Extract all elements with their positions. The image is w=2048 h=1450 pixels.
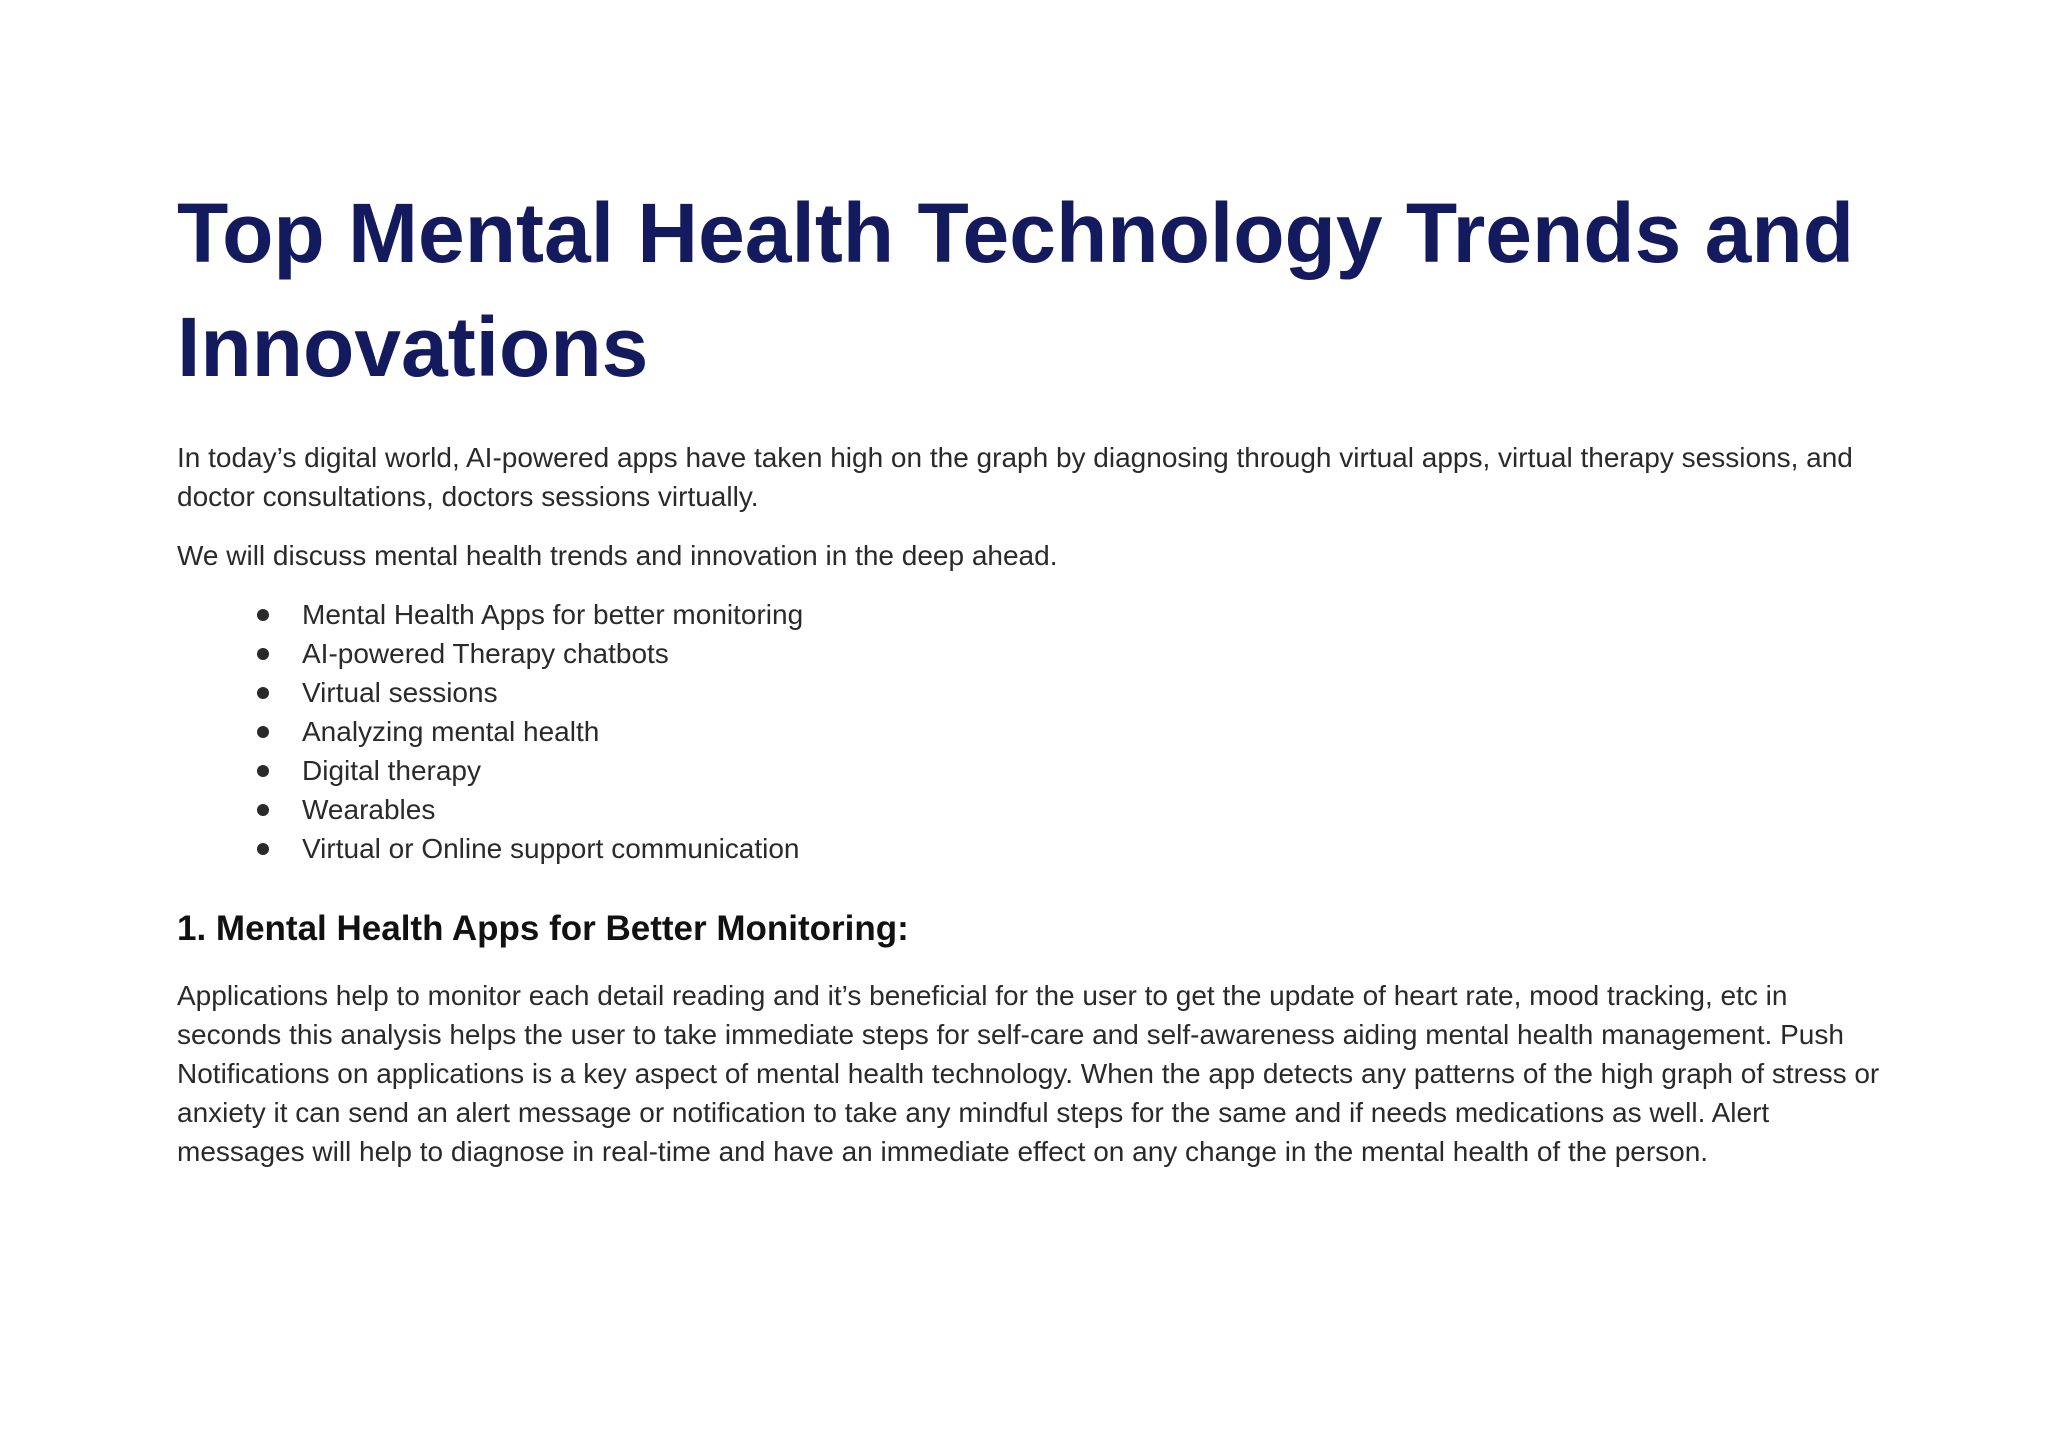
document-title: Top Mental Health Technology Trends and Innovations bbox=[177, 186, 1855, 394]
bullet-text: AI-powered Therapy chatbots bbox=[302, 638, 669, 669]
bullet-dot-icon bbox=[257, 687, 269, 699]
bullet-dot-icon bbox=[257, 843, 269, 855]
intro-paragraph-2: We will discuss mental health trends and innovation in the deep ahead. bbox=[177, 540, 1058, 571]
bullet-item bbox=[257, 634, 1897, 673]
bullet-dot-icon bbox=[257, 726, 269, 738]
bullet-item bbox=[257, 829, 1897, 868]
bullet-dot-icon bbox=[257, 765, 269, 777]
intro-paragraph: In today’s digital world, AI-powered apps have taken high on the graph by diagnosing through virtual apps, virtual therapy sessions, and doctor consultations, doctors sessions virtually. bbox=[177, 442, 1853, 512]
bullet-text: Analyzing mental health bbox=[302, 716, 600, 747]
section-1-heading: 1. Mental Health Apps for Better Monitoring: bbox=[177, 909, 909, 948]
bullet-dot-icon bbox=[257, 609, 269, 621]
bullet-text: Digital therapy bbox=[302, 755, 481, 786]
bullet-dot-icon bbox=[257, 804, 269, 816]
bullet-item bbox=[257, 712, 1897, 751]
bullet-item bbox=[257, 751, 1897, 790]
bullet-text: Virtual sessions bbox=[302, 677, 498, 708]
bullet-dot-icon bbox=[257, 648, 269, 660]
section-1-body: Applications help to monitor each detail reading and it’s beneficial for the user to get the update of heart rate, mood tracking, etc in seconds this analysis helps the user to take immediate steps for self-care and self-awareness aiding mental health management. Push Notifications on applications is a key aspect of mental health technology. When the app detects any patterns of the high graph of stress or anxiety it can send an alert message or notification to take any mindful steps for the same and if needs medications as well. Alert messages will help to diagnose in real-time and have an immediate effect on any change in the mental health of the person. bbox=[177, 980, 1880, 1167]
bullet-item bbox=[257, 790, 1897, 829]
trends-bullet-list bbox=[177, 595, 1897, 868]
document-page bbox=[177, 176, 1897, 1171]
bullet-item bbox=[257, 673, 1897, 712]
bullet-text: Virtual or Online support communication bbox=[302, 833, 800, 864]
bullet-item bbox=[257, 595, 1897, 634]
bullet-text: Wearables bbox=[302, 794, 436, 825]
bullet-text: Mental Health Apps for better monitoring bbox=[302, 599, 804, 630]
